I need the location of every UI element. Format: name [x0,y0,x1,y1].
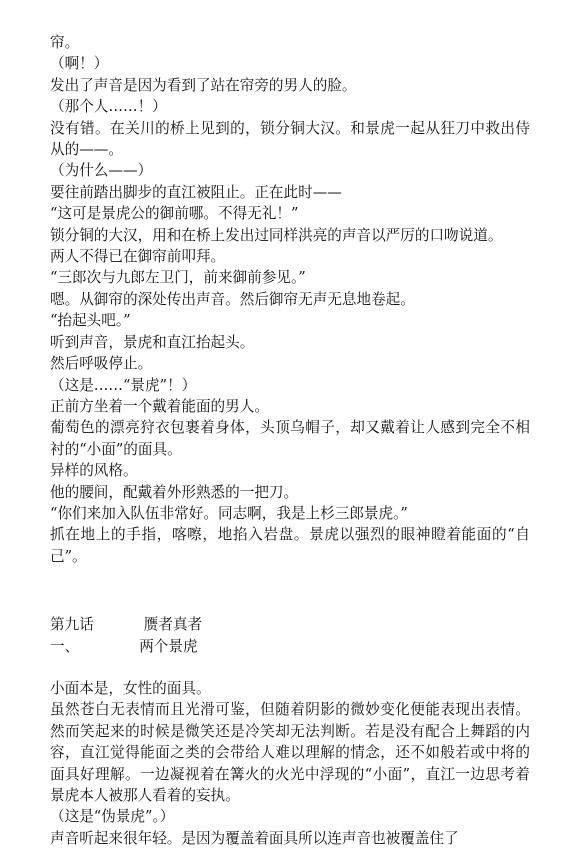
text-line: 正前方坐着一个戴着能面的男人。 [50,397,269,415]
text-paragraph: 葡萄色的漂亮狩衣包裹着身体，头顶乌帽子，却又戴着让人感到完全不相衬的“小面”的面具。 [50,419,530,458]
text-line: 两人不得已在御帘前叩拜。 [50,248,226,266]
text-line: 声音听起来很年轻。是因为覆盖着面具所以连声音也被覆盖住了 [50,829,459,847]
text-line: 嗯。从御帘的深处传出声音。然后御帘无声无息地卷起。 [50,290,415,308]
text-line: “你们来加入队伍非常好。同志啊，我是上杉三郎景虎。” [50,504,408,522]
text-line: （啊！） [50,55,109,73]
text-line: 小面本是，女性的面具。 [50,679,211,697]
chapter-number: 第九话 [50,616,94,634]
section-title: 两个景虎 [139,637,198,655]
text-line: 他的腰间，配戴着外形熟悉的一把刀。 [50,483,299,501]
text-line: （这是“伪景虎”。） [50,808,175,826]
text-line: “三郎次与九郎左卫门，前来御前参见。” [50,269,306,287]
text-paragraph: 虽然苍白无表情而且光滑可鉴，但随着阴影的微妙变化便能表现出表情。然而笑起来的时候是微笑还是冷笑却无法判断。若是没有配合上舞蹈的内容，直江觉得能面之类的会带给人难以理解的情念，还不如般若或中将的面具好理解。一边凝视着在篝火的火光中浮现的“小面”，直江一边思考着景虎本人被那人看着的妄执。 [50,701,530,804]
text-line: 异样的风格。 [50,462,138,480]
chapter-title: 赝者真者 [143,616,203,634]
text-line: 帘。 [50,34,80,51]
text-paragraph: 没有错。在关川的桥上见到的，锁分铜大汉。和景虎一起从狂刀中救出侍从的——。 [50,119,530,159]
section-heading [50,636,530,657]
spacer [50,657,530,678]
text-line: 听到声音，景虎和直江抬起头。 [50,333,255,351]
spacer [50,567,530,614]
text-line: 发出了声音是因为看到了站在帘旁的男人的脸。 [50,76,357,94]
text-line: （为什么——） [50,162,153,180]
text-line: “这可是景虎公的御前哪。不得无礼！” [50,205,299,223]
chapter-heading [50,614,530,635]
text-line: （这是……“景虎”！） [50,376,197,394]
text-line: （那个人……！） [50,98,167,116]
text-paragraph: 锁分铜的大汉，用和在桥上发出过同样洪亮的声音以严厉的口吻说道。 [50,226,503,244]
text-line: “抬起头吧。” [50,312,131,330]
text-line: 然后呼吸停止。 [50,355,153,373]
text-paragraph: 抓在地上的手指，喀嚓，地掐入岩盘。景虎以强烈的眼神瞪着能面的“自己”。 [50,526,530,565]
section-number: 一、 [50,637,80,655]
document-page [50,32,530,849]
text-line: 要往前踏出脚步的直江被阻止。正在此时—— [50,183,342,201]
